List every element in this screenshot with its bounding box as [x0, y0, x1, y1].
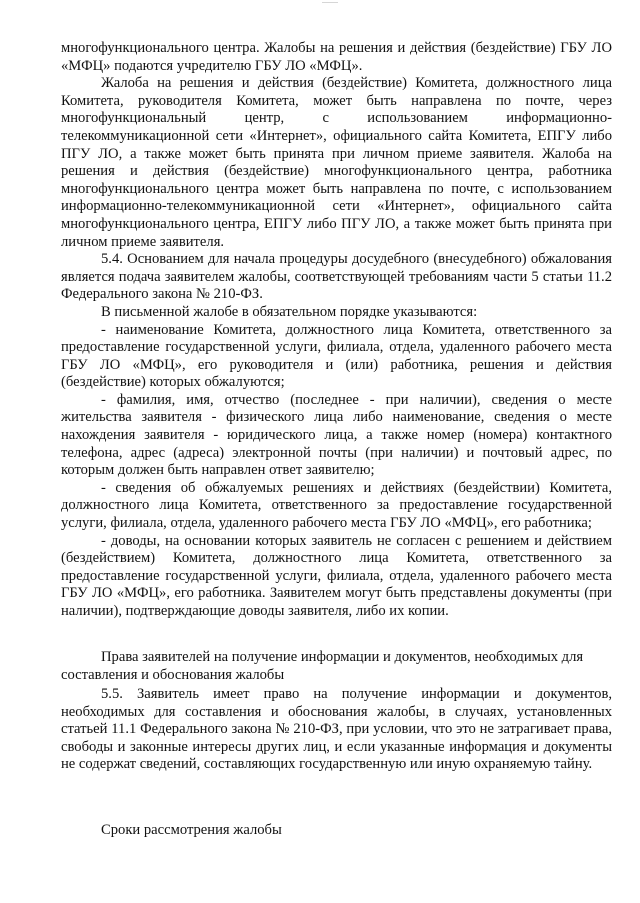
- paragraph-complaint-channels: Жалоба на решения и действия (бездействие) Комитета, должностного лица Комитета, руководителя Комитета, может быть направлена по почте, через многофункциональный центр, с использованием информационно-телекоммуникационной сети «Интернет», официального сайта Комитета, ЕПГУ либо ПГУ ЛО, а также может быть принята при личном приеме заявителя. Жалоба на решения и действия (бездействие) многофункционального центра, работника многофункционального центра может быть направлена по почте, с использованием информационно-телекоммуникационной сети «Интернет», официального сайта многофункционального центра, ЕПГУ либо ПГУ ЛО, а также может быть принята при личном приеме заявителя.: [61, 75, 612, 250]
- list-item-name: - наименование Комитета, должностного лица Комитета, ответственного за предоставление государственной услуги, филиала, отдела, удаленного рабочего места ГБУ ЛО «МФЦ», его руководителя и (или) работника, решения и действия (бездействие) которых обжалуются;: [61, 321, 612, 391]
- document-body: [61, 40, 612, 621]
- paragraph-required-fields-intro: В письменной жалобе в обязательном порядке указываются:: [101, 303, 478, 320]
- list-item-applicant-details: - фамилия, имя, отчество (последнее - при наличии), сведения о месте жительства заявителя - физического лица либо наименование, сведения о месте нахождения заявителя - юридического лица, а также номер (номера) контактного телефона, адрес (адреса) электронной почты (при наличии) и почтовый адрес, по которым должен быть направлен ответ заявителю;: [61, 391, 612, 479]
- section-heading-deadlines: Сроки рассмотрения жалобы: [101, 822, 282, 838]
- section-heading-rights: Права заявителей на получение информации и документов, необходимых для составления и обоснования жалобы: [61, 649, 584, 683]
- list-item-appealed-decisions: - сведения об обжалуемых решениях и действиях (бездействии) Комитета, должностного лица Комитета, ответственного за предоставление государственной услуги, филиала, отдела, удаленного рабочего места ГБУ ЛО «МФЦ», его работника;: [61, 479, 612, 532]
- list-item-arguments: - доводы, на основании которых заявитель не согласен с решением и действием (бездействием) Комитета, должностного лица Комитета, ответственного за предоставление государственной услуги, филиала, отдела, удаленного рабочего места ГБУ ЛО «МФЦ», его работника. Заявителем могут быть представлены документы (при наличии), подтверждающие доводы заявителя, либо их копии.: [61, 532, 612, 619]
- paragraph-continuation: многофункционального центра. Жалобы на решения и действия (бездействие) ГБУ ЛО «МФЦ» подаются учредителю ГБУ ЛО «МФЦ».: [61, 40, 612, 74]
- paragraph-5-4: 5.4. Основанием для начала процедуры досудебного (внесудебного) обжалования является подача заявителем жалобы, соответствующей требованиям части 5 статьи 11.2 Федерального закона № 210-ФЗ.: [61, 251, 612, 303]
- paragraph-5-5: 5.5. Заявитель имеет право на получение информации и документов, необходимых для составления и обоснования жалобы, в случаях, установленных статьей 11.1 Федерального закона № 210-ФЗ, при условии, что это не затрагивает права, свободы и законные интересы других лиц, и если указанные информация и документы не содержат сведений, составляющих государственную или иную охраняемую тайну.: [61, 686, 612, 773]
- scan-mark: [322, 2, 338, 13]
- section-body-5-5: [61, 686, 612, 774]
